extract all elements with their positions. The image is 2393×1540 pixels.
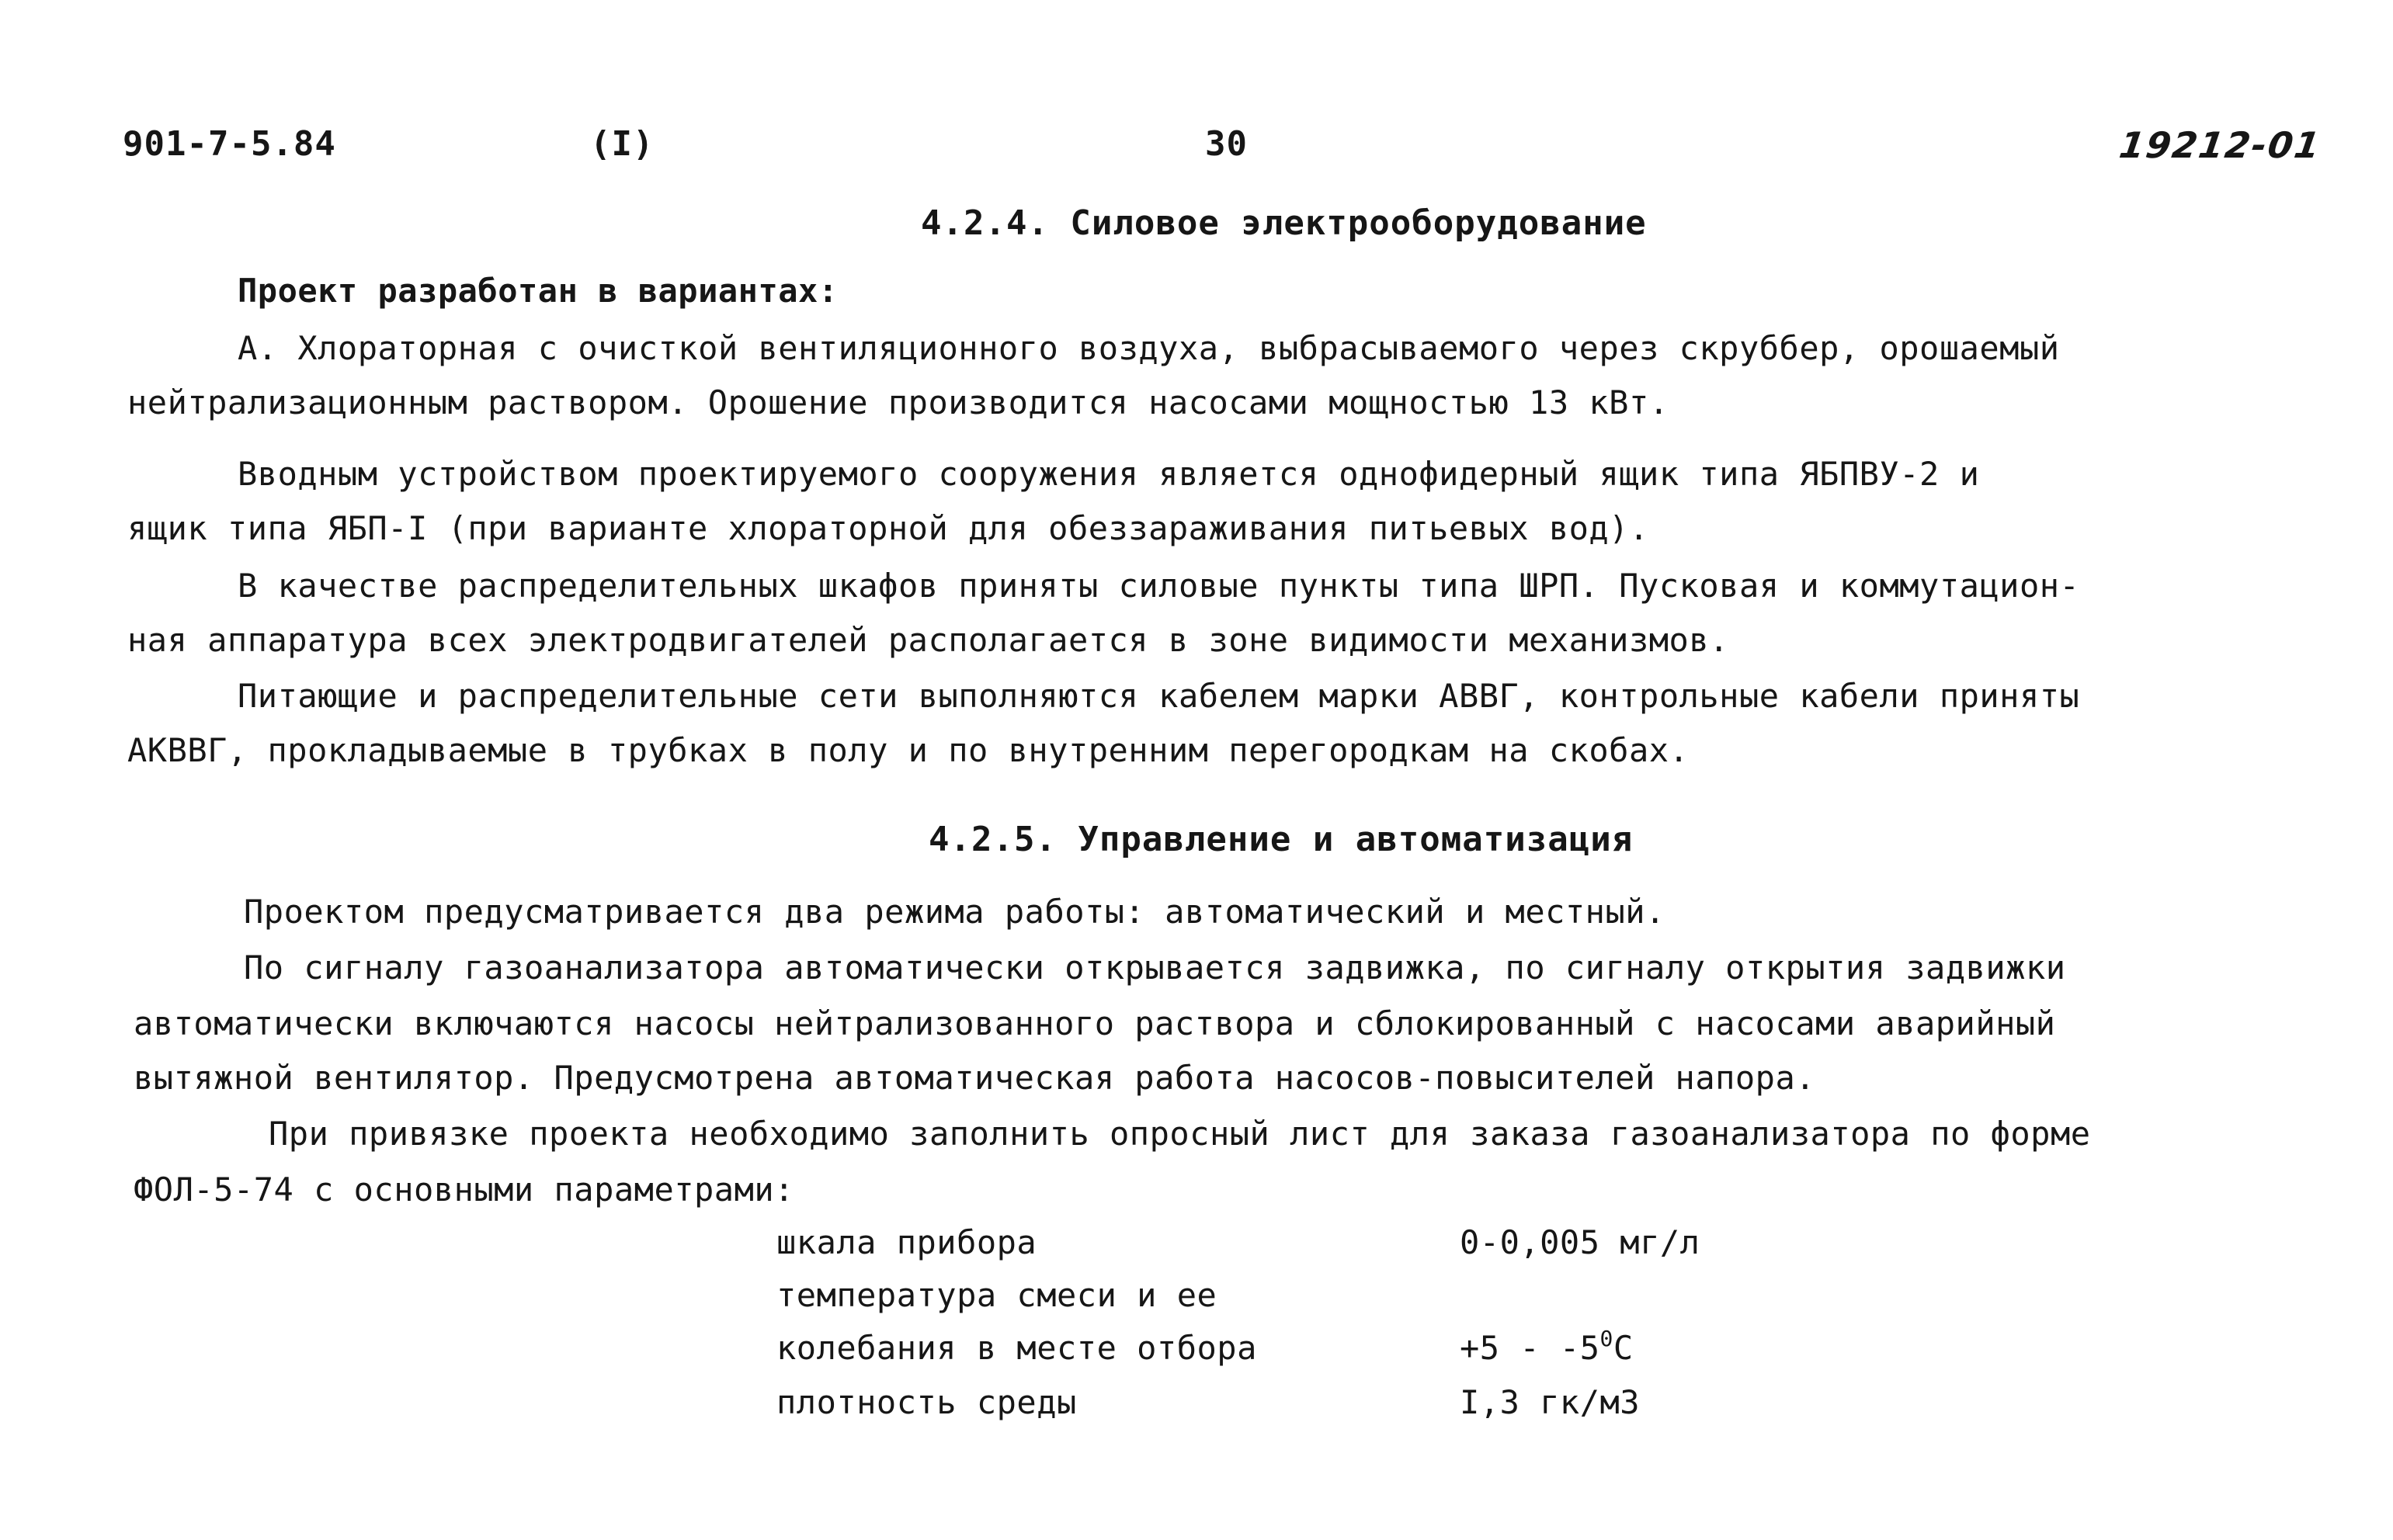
param-value-fluctuation-main: +5 - -5 [1460,1329,1600,1367]
param-value-fluctuation [1460,1326,1634,1367]
section-424-p2-line1: Вводным устройством проектируемого сооружения является однофидерный ящик типа ЯБПВУ-2 и [238,455,1980,493]
section-424-title: 4.2.4. Силовое электрооборудование [921,203,1647,243]
section-424-p1-line2: А. Хлораторная с очисткой вентиляционного воздуха, выбрасываемого через скруббер, орошаемый [238,329,2060,367]
section-424-p3-line1: В качестве распределительных шкафов приняты силовые пункты типа ШРП. Пусковая и коммутацион- [238,567,2080,605]
param-label-fluctuation: колебания в месте отбора [776,1329,1257,1367]
section-425-p3-line1: При привязке проекта необходимо заполнить опросный лист для заказа газоанализатора по форме [269,1115,2091,1153]
param-value-fluctuation-unit: С [1613,1329,1634,1367]
sheet-code-handwritten: 19212-01 [2117,124,2324,166]
section-424-p4-line2: АКВВГ, прокладываемые в трубках в полу и по внутренним перегородкам на скобах. [127,731,1690,769]
section-424-p4-line1: Питающие и распределительные сети выполняются кабелем марки АВВГ, контрольные кабели приняты [238,677,2080,715]
page-number: 30 [1205,124,1248,164]
degree-sign: 0 [1599,1326,1613,1351]
section-425-p2-line1: По сигналу газоанализатора автоматически открывается задвижка, по сигналу открытия задвижки [244,949,2066,987]
section-425-title: 4.2.5. Управление и автоматизация [929,820,1634,859]
param-label-temperature: температура смеси и ее [776,1276,1217,1314]
album-number: (I) [590,124,655,164]
section-425-p2-line3: вытяжной вентилятор. Предусмотрена автоматическая работа насосов-повысителей напора. [134,1059,1816,1097]
param-label-scale: шкала прибора [776,1223,1037,1261]
section-424-p2-line2: ящик типа ЯБП-I (при варианте хлораторной для обеззараживания питьевых вод). [127,509,1649,547]
section-424-p1-line3: нейтрализационным раствором. Орошение производится насосами мощностью 13 кВт. [127,383,1669,421]
param-value-scale: 0-0,005 мг/л [1460,1223,1700,1261]
section-425-p2-line2: автоматически включаются насосы нейтрализованного раствора и сблокированный с насосами аварийный [134,1004,2056,1042]
section-425-p3-line2: ФОЛ-5-74 с основными параметрами: [134,1171,794,1209]
section-424-p1-line1: Проект разработан в вариантах: [238,272,839,310]
section-424-p3-line2: ная аппаратура всех электродвигателей располагается в зоне видимости механизмов. [127,621,1729,659]
document-code: 901-7-5.84 [123,124,336,164]
param-value-density: I,3 гк/м3 [1460,1383,1641,1421]
section-425-p1-line1: Проектом предусматривается два режима работы: автоматический и местный. [244,893,1665,931]
param-label-density: плотность среды [776,1383,1077,1421]
